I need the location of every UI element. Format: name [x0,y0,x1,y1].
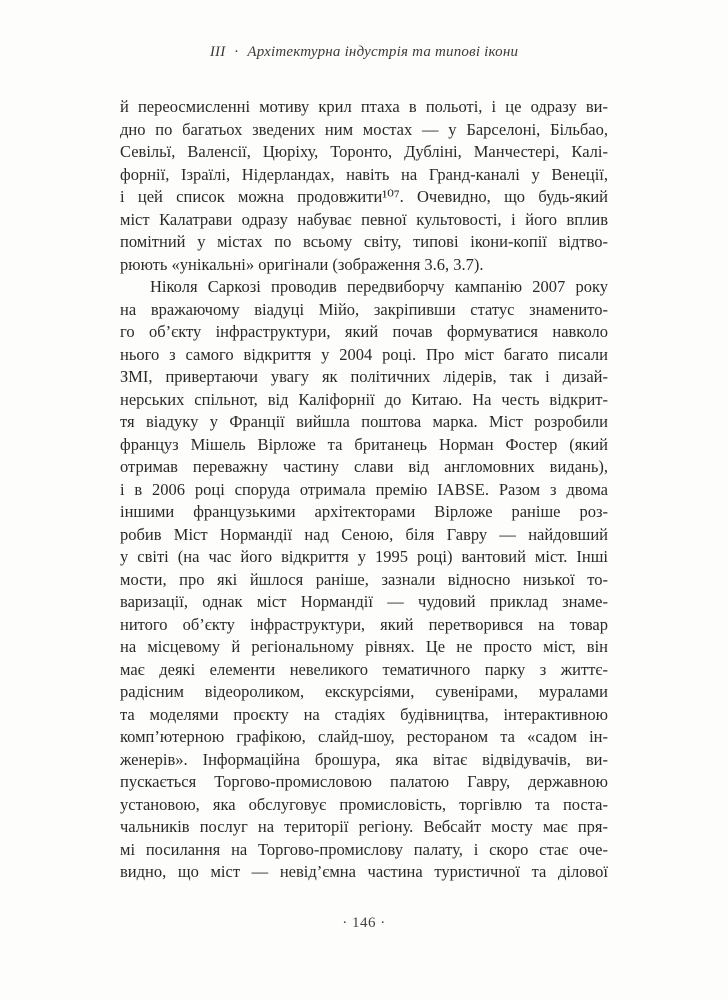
text-line: і в 2006 році споруда отримала премію IABSE. Разом з двома [120,479,608,499]
text-line: помітний у містах по всьому світу, типові ікони-копії відтво- [120,232,608,251]
page-body-text [120,96,608,884]
text-line: на вражаючому віадуці Мійо, закріпивши статус знаменито- [120,299,608,319]
text-line: варизації, однак міст Нормандії — чудовий приклад знаме- [120,592,608,611]
text-line: француз Мішель Вірложе та британець Норман Фостер (який [120,434,608,454]
running-header [0,44,728,61]
text-line: та моделями проєкту на стадіях будівництва, інтерактивною [120,704,608,724]
text-line: форнії, Ізраїлі, Нідерландах, навіть на Гранд-каналі у Венеції, [120,164,608,184]
text-line: установою, яка обслуговує промисловість, торгівлю та поста- [120,794,608,814]
text-line: Севільї, Валенсії, Цюріху, Торонто, Дубліні, Манчестері, Калі- [120,142,608,161]
paragraph [120,96,608,276]
text-line: міст Калатрави одразу набуває певної культовості, і його вплив [120,209,608,229]
text-line: дно по багатьох зведених ним мостах — у Барселоні, Більбао, [120,119,608,139]
text-line: Ніколя Саркозі проводив передвиборчу кампанію 2007 року [150,277,608,296]
text-line: нього з самого відкриття у 2004 році. Про міст багато писали [120,344,608,364]
text-line: чальників послуг на території регіону. Вебсайт мосту має пря- [120,817,608,836]
text-line: мі посилання на Торгово-промислову палату, і скоро стає оче- [120,839,608,859]
text-line: тя віадуку у Франції вийшла поштова марка. Міст розробили [120,412,608,431]
text-line: радісним відеороликом, екскурсіями, сувенірами, муралами [120,682,608,701]
text-line: видно, що міст — невід’ємна частина туристичної та ділової [120,862,608,881]
text-line: ЗМІ, привертаючи увагу як політичних лідерів, так і дизай- [120,367,608,386]
text-line: комп’ютерною графікою, слайд-шоу, рестораном та «садом ін- [120,727,608,746]
text-line: женерів». Інформаційна брошура, яка вітає відвідувачів, ви- [120,749,608,769]
paragraph [120,276,608,884]
text-line: на місцевому й регіональному рівнях. Це не просто міст, він [120,637,608,656]
text-line: отримав переважну частину слави від англомовних видань), [120,457,608,476]
page-number: · 146 · [342,915,386,931]
text-line: мости, про які йшлося раніше, зазнали відносно низької то- [120,569,608,589]
text-line: пускається Торгово-промисловою палатою Гавру, державною [120,772,608,791]
text-line: нерських спільнот, від Каліфорнії до Китаю. На честь відкрит- [120,389,608,409]
text-line: й переосмисленні мотиву крил птаха в польоті, і це одразу ви- [120,97,608,116]
chapter-number: III [209,44,226,60]
text-line: рюють «унікальні» оригінали (зображення 3.6, 3.7). [120,254,484,274]
text-line: має деякі елементи невеликого тематичного парку з життє- [120,659,608,679]
text-line: нитого об’єкту інфраструктури, який перетворився на товар [120,614,608,634]
running-header-title: Архітектурна індустрія та типові ікони [247,44,519,60]
header-separator: · [234,44,239,60]
text-line: у світі (на час його відкриття у 1995 році) вантовий міст. Інші [120,547,608,566]
text-line: і цей список можна продовжити¹⁰⁷. Очевидно, що будь-який [120,187,608,206]
text-line: го об’єкту інфраструктури, який почав формуватися навколо [120,322,608,341]
text-line: іншими французькими архітекторами Вірложе раніше роз- [120,502,608,521]
text-line: робив Міст Нормандії над Сеною, біля Гавру — найдовший [120,524,608,544]
